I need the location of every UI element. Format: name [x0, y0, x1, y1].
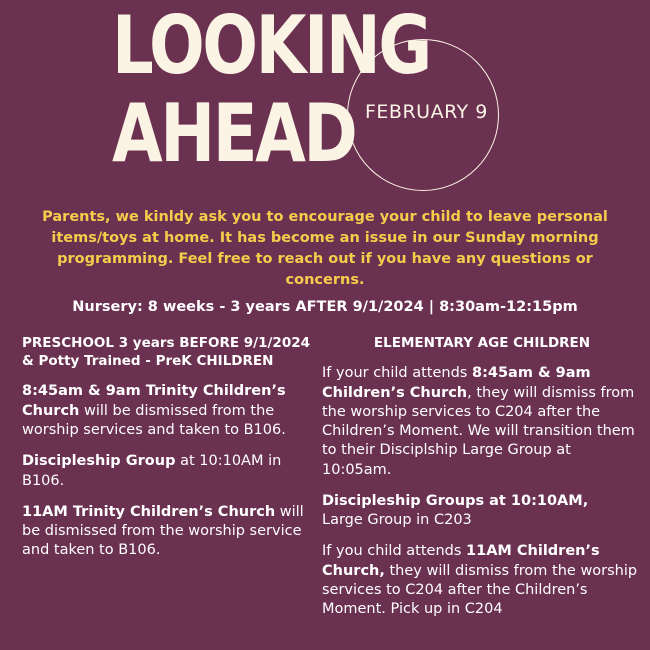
preschool-paragraph-1: [22, 382, 322, 440]
elementary-p1-pre: If your child attends: [322, 365, 472, 382]
preschool-p1-bold: 8:45am & 9am Trinity Children’s Church: [22, 383, 286, 419]
nursery-info: Nursery: 8 weeks - 3 years AFTER 9/1/2024 | 8:30am-12:15pm: [72, 299, 578, 315]
date-label: FEBRUARY 9: [365, 101, 488, 123]
preschool-heading: PRESCHOOL 3 years BEFORE 9/1/2024 & Potty Trained - PreK CHILDREN: [22, 335, 310, 370]
preschool-p3-text: will be dismissed from the worship service and taken to B106.: [22, 503, 304, 559]
preschool-paragraph-2: [22, 452, 322, 491]
title-looking: LOOKING: [112, 0, 430, 92]
elementary-p3-bold: 11AM Children’s Church,: [322, 543, 600, 579]
preschool-paragraph-3: [22, 503, 322, 561]
elementary-paragraph-2: [322, 492, 640, 531]
title-ahead: AHEAD: [112, 87, 356, 180]
elementary-p1-bold: 8:45am & 9am Children’s Church: [322, 365, 591, 401]
elementary-p3-text: they will dismiss from the worship services to C204 after the Children’s Moment. Pick up in C204: [322, 562, 638, 618]
preschool-p1-text: will be dismissed from the worship services and taken to B106.: [22, 402, 286, 438]
preschool-section: [22, 334, 322, 573]
elementary-heading: ELEMENTARY AGE CHILDREN: [373, 335, 591, 351]
preschool-p2-bold: Discipleship Group: [22, 453, 176, 470]
parent-notice: Parents, we kinldy ask you to encourage your child to leave personal items/toys at home. It has become an issue in our Sunday morning programming. Feel free to reach out if you have any questions or concerns.: [42, 209, 608, 289]
elementary-p3-pre: If you child attends: [322, 543, 467, 560]
elementary-p1-text: , they will dismiss from the worship services to C204 after the Children’s Moment. We will transition them to their Disciplship Large Group at 10:05am.: [322, 384, 635, 478]
preschool-p2-text: at 10:10AM in B106.: [22, 453, 282, 489]
elementary-p2-text: Large Group in C203: [322, 512, 472, 529]
preschool-p3-bold: 11AM Trinity Children’s Church: [22, 503, 276, 520]
elementary-paragraph-1: [322, 364, 640, 480]
elementary-section: [322, 334, 640, 632]
elementary-paragraph-3: [322, 542, 640, 619]
elementary-p2-bold: Discipleship Groups at 10:10AM,: [322, 492, 589, 509]
